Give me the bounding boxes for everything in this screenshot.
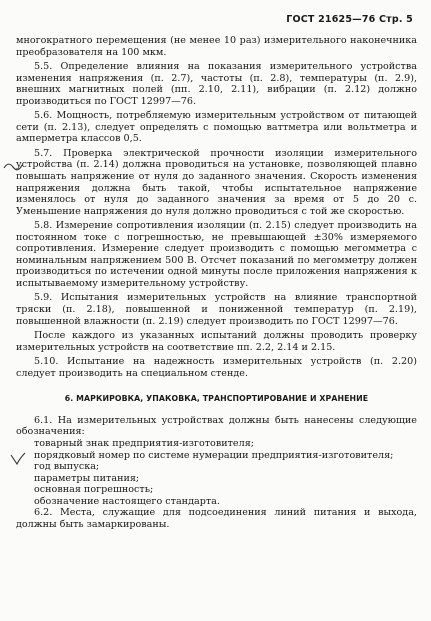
document-body <box>16 35 417 530</box>
paragraph-continuation: многократного перемещения (не менее 10 раз) измерительного наконечника преобразователя на 100 мкм. <box>16 35 417 58</box>
page-header: ГОСТ 21625—76 Стр. 5 <box>286 14 413 25</box>
paragraph-6-2: 6.2. Места, служащие для подсоединения линий питания и выхода, должны быть замаркированы. <box>16 507 417 530</box>
paragraph-5-9: 5.9. Испытания измерительных устройств на влияние транспортной тряски (п. 2.18), повышенной и пониженной температур (п. 2.19), повышенной влажности (п. 2.19) следует производить по ГОСТ 12997—76. <box>16 292 417 327</box>
paragraph-after-tests: После каждого из указанных испытаний должны проводить проверку измерительных устройств на соответствие пп. 2.2, 2.14 и 2.15. <box>16 330 417 353</box>
paragraph-5-10: 5.10. Испытание на надежность измерительных устройств (п. 2.20) следует производить на специальном стенде. <box>16 356 417 379</box>
section-heading: 6. МАРКИРОВКА, УПАКОВКА, ТРАНСПОРТИРОВАНИЕ И ХРАНЕНИЕ <box>64 394 369 404</box>
paragraph-6-1: 6.1. На измерительных устройствах должны быть нанесены следующие обозначения: <box>16 414 417 438</box>
paragraph-5-5: 5.5. Определение влияния на показания измерительного устройства изменения напряжения (п. 2.7), частоты (п. 2.8), температуры (п. 2.9), внешних магнитных полей (пп. 2.10, 2.11), вибрации (п. 2.12) должно производиться по ГОСТ 12997—76. <box>16 61 417 107</box>
list-item-year: год выпуска; <box>34 461 100 473</box>
paragraph-5-7: 5.7. Проверка электрической прочности изоляции измерительного устройства (п. 2.14) должна проводиться на установке, позволяющей плавно повышать напряжение от нуля до заданного значения. Скорость изменения напряжения должна быть такой, чтобы испытательное напряжение изменялось от нуля до заданного значения за время от 5 до 20 с. Уменьшение напряжения до нуля должно проводиться с той же скоростью. <box>16 147 417 217</box>
paragraph-5-8: 5.8. Измерение сопротивления изоляции (п. 2.15) следует производить на постоянном токе с погрешностью, не превышающей ±30% измеряемого сопротивления. Измерение следует производить с помощью мегомметра с номинальным напряжением 500 В. Отсчет показаний по мегомметру должен производиться по истечении одной минуты после приложения напряжения к испытываемому измерительному устройству. <box>16 220 417 289</box>
paragraph-5-6: 5.6. Мощность, потребляемую измерительным устройством от питающей сети (п. 2.13), следует определять с помощью ваттметра или вольтметра и амперметра классов 0,5. <box>16 110 417 145</box>
list-item-serial-number: порядковый номер по системе нумерации предприятия-изготовителя; <box>34 449 394 461</box>
list-item-error: основная погрешность; <box>34 484 154 496</box>
list-item-power-params: параметры питания; <box>34 472 140 484</box>
list-item-trademark: товарный знак предприятия-изготовителя; <box>34 437 254 449</box>
list-item-standard: обозначение настоящего стандарта. <box>34 495 220 507</box>
